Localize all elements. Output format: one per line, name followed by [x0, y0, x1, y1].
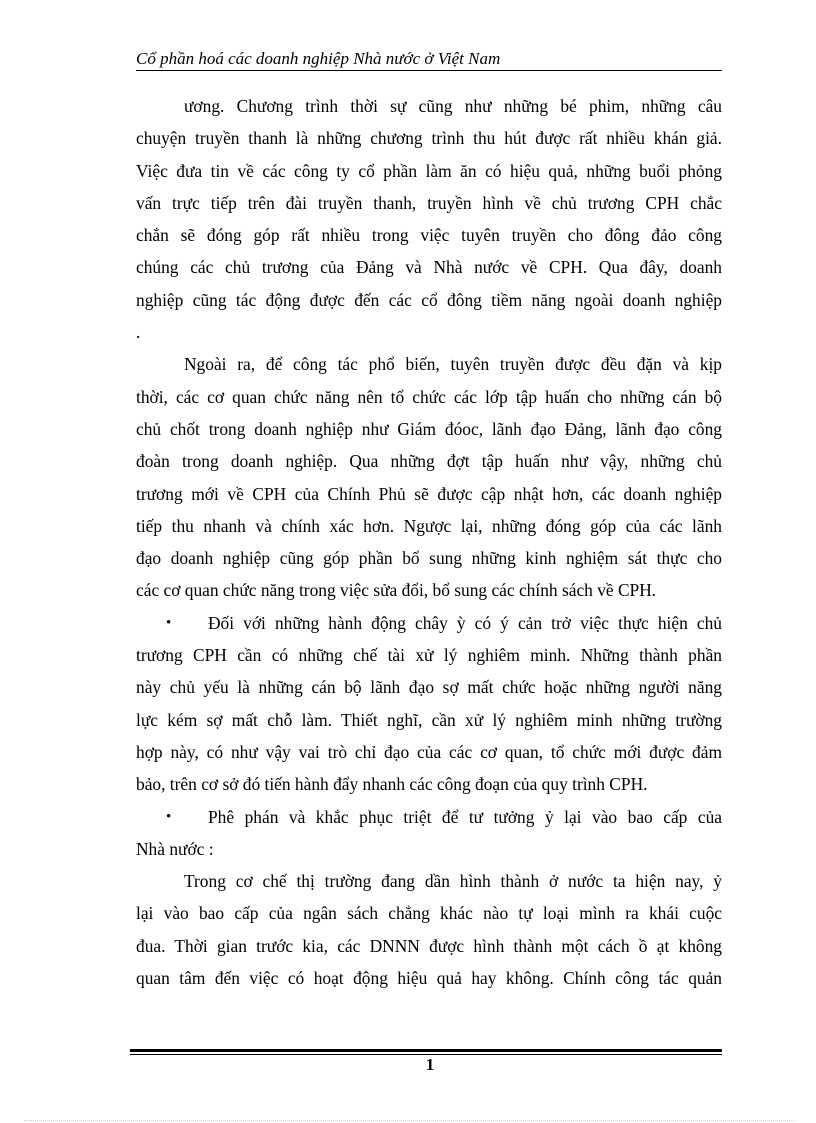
text-line: này chủ yếu là những cán bộ lãnh đạo sợ mất chức hoặc những người năng: [136, 677, 722, 698]
bullet-item: [136, 607, 722, 801]
text-line: quan tâm đến việc có hoạt động hiệu quả hay không. Chính công tác quản: [136, 968, 722, 989]
document-body: [136, 90, 722, 994]
text-line: hợp này, có như vậy vai trò chỉ đạo của các cơ quan, tổ chức mới được đảm: [136, 741, 722, 762]
running-header: Cổ phần hoá các doanh nghiệp Nhà nước ở Việt Nam: [136, 49, 501, 68]
bullet-text: Phê phán và khắc phục triệt để tư tưởng ỷ lại vào bao cấp của: [208, 806, 722, 827]
text-line: nghiệp cũng tác động được đến các cổ đông tiềm năng ngoài doanh nghiệp: [136, 289, 722, 310]
bullet-item: [136, 801, 722, 866]
bullet-icon: •: [166, 808, 172, 825]
bullet-line: [136, 801, 722, 833]
bullet-line: [136, 607, 722, 639]
text-line: ương. Chương trình thời sự cũng như những bé phim, những câu: [184, 96, 722, 116]
bullet-text: Đối với những hành động chây ỳ có ý cản trở việc thực hiện chủ: [208, 612, 722, 633]
text-line: Ngoài ra, để công tác phổ biến, tuyên truyền được đều đặn và kịp: [184, 354, 722, 375]
text-line: Nhà nước :: [136, 838, 214, 859]
paragraph: [136, 348, 722, 606]
text-line: vấn trực tiếp trên đài truyền thanh, truyền hình về chủ trương CPH chắc: [136, 192, 722, 213]
text-line: các cơ quan chức năng trong việc sửa đổi, bổ sung các chính sách về CPH.: [136, 580, 657, 601]
text-line: chắn sẽ đóng góp rất nhiều trong việc tuyên truyền cho đông đảo công: [136, 225, 722, 246]
text-line: đoàn trong doanh nghiệp. Qua những đợt tập huấn như vậy, những chủ: [136, 451, 722, 472]
text-line: chuyện truyền thanh là những chương trình thu hút được rất nhiều khán giả.: [136, 128, 722, 149]
text-line: chúng các chủ trương của Đảng và Nhà nước về CPH. Qua đây, doanh: [136, 257, 722, 278]
text-line: lại vào bao cấp của ngân sách chẳng khác nào tự loại mình ra khái cuộc: [136, 903, 722, 924]
page-edge-divider: [24, 1120, 794, 1121]
paragraph: [136, 90, 722, 348]
text-line: trương CPH cần có những chế tài xử lý nghiêm minh. Những thành phần: [136, 645, 722, 666]
bullet-icon: •: [166, 614, 172, 631]
text-line: trương mới về CPH của Chính Phủ sẽ được cập nhật hơn, các doanh nghiệp: [136, 483, 722, 504]
header-rule: [136, 70, 722, 71]
text-line: Trong cơ chế thị trường đang dần hình thành ở nước ta hiện nay, ỷ: [184, 871, 722, 892]
text-line: Việc đưa tin về các công ty cổ phần làm ăn có hiệu quả, những buổi phỏng: [136, 160, 722, 181]
text-line: tiếp thu nhanh và chính xác hơn. Ngược lại, những đóng góp của các lãnh: [136, 515, 722, 536]
text-line: .: [136, 322, 141, 343]
text-line: đua. Thời gian trước kia, các DNNN được hình thành một cách ồ ạt không: [136, 935, 722, 956]
text-line: lực kém sợ mất chỗ làm. Thiết nghĩ, cần xử lý nghiêm minh những trường: [136, 709, 722, 730]
page-number: 1: [425, 1055, 435, 1074]
text-line: bảo, trên cơ sở đó tiến hành đẩy nhanh các công đoạn của quy trình CPH.: [136, 774, 648, 795]
text-line: thời, các cơ quan chức năng nên tổ chức các lớp tập huấn cho những cán bộ: [136, 386, 722, 407]
footer-rule: [130, 1049, 722, 1052]
text-line: chủ chốt trong doanh nghiệp như Giám đóoc, lãnh đạo Đảng, lãnh đạo công: [136, 418, 722, 439]
text-line: đạo doanh nghiệp cũng góp phần bổ sung những kinh nghiệm sát thực cho: [136, 548, 722, 569]
paragraph: [136, 865, 722, 994]
